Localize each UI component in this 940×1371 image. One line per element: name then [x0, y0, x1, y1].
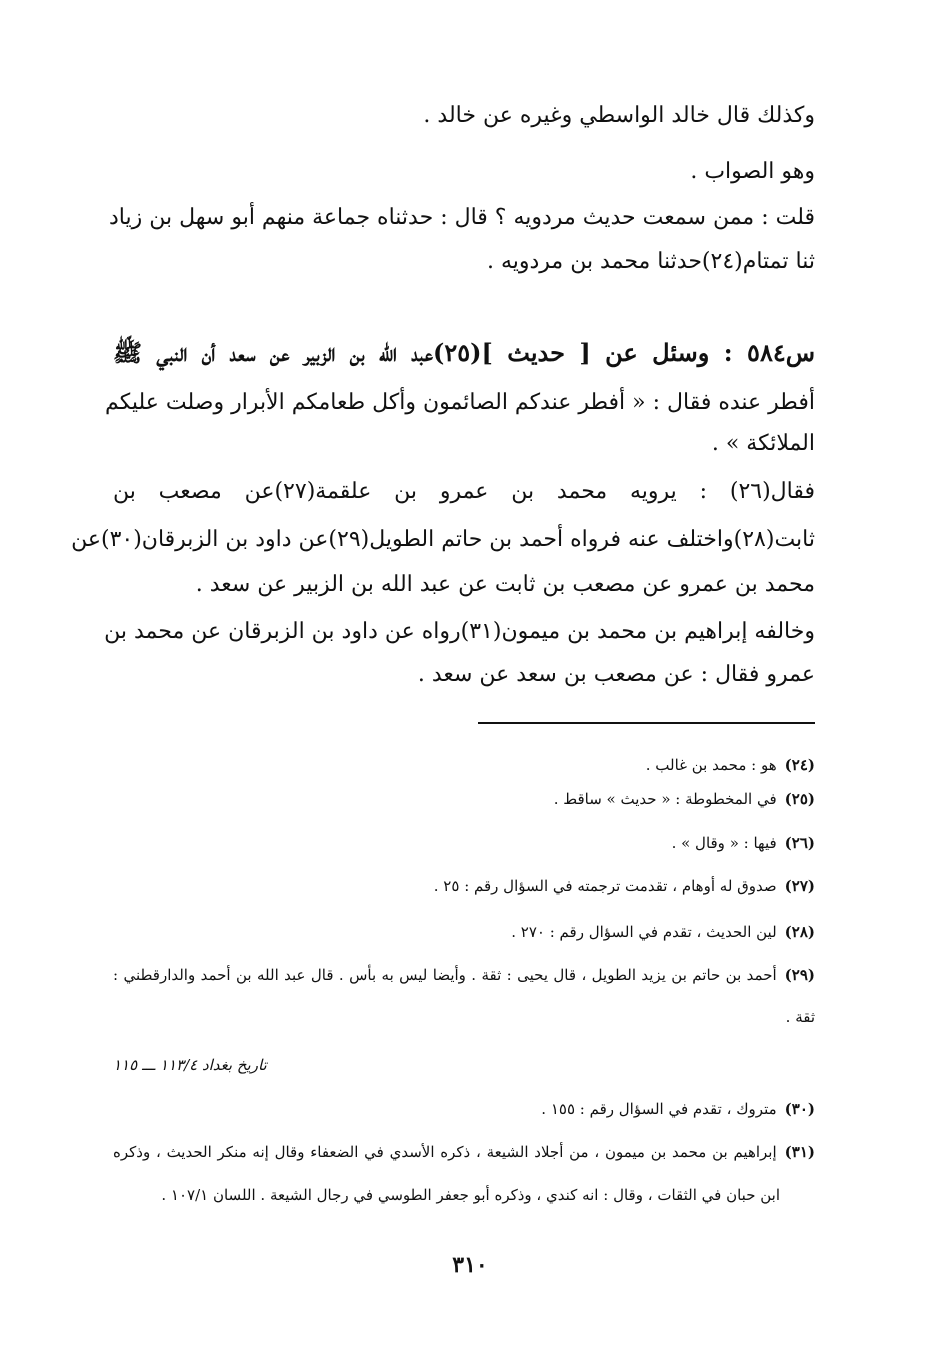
footnote [511, 920, 815, 944]
footnote-number: (٢٦) [784, 834, 815, 852]
footnote-text: أحمد بن حاتم بن يزيد الطويل ، قال يحيى : ثقة . وأيضا ليس به بأس . قال عبد الله بن أحمد والدارقطني : [113, 966, 777, 984]
footnote-text: صدوق له أوهام ، تقدمت ترجمته في السؤال رقم : ٢٥ . [433, 877, 777, 895]
footnote-text: لين الحديث ، تقدم في السؤال رقم : ٢٧٠ . [511, 923, 777, 941]
footnote-continuation: ابن حبان في الثقات ، وقال : انه كندي ، وذكره أبو جعفر الطوسي في رجال الشيعة . اللسان ١٠٧/١ . [161, 1186, 780, 1204]
footnote-text: إبراهيم بن محمد بن ميمون ، من أجلاد الشيعة ، ذكره الأسدي في الضعفاء وقال إنه منكر الحديث ، وذكره [113, 1143, 777, 1161]
body-line: وخالفه إبراهيم بن محمد بن ميمون(٣١)رواه عن داود بن الزبرقان عن محمد بن [104, 619, 815, 644]
body-line: ثابت(٢٨)واختلف عنه فرواه أحمد بن حاتم الطويل(٢٩)عن داود بن الزبرقان(٣٠)عن [71, 527, 815, 552]
footnote-number: (٢٤) [784, 756, 815, 774]
body-line: قلت : ممن سمعت حديث مردويه ؟ قال : حدثناه جماعة منهم أبو سهل بن زياد [109, 205, 815, 230]
body-line: عمرو فقال : عن مصعب بن سعد عن سعد . [417, 662, 815, 687]
body-line: وكذلك قال خالد الواسطي وغيره عن خالد . [423, 103, 815, 128]
footnote [113, 1140, 815, 1164]
body-line: ثنا تمتام(٢٤)حدثنا محمد بن مردويه . [486, 249, 815, 274]
footnote [672, 831, 815, 855]
page-number: ٣١٠ [452, 1252, 488, 1278]
question-text: وسئل عن [ حديث ](٢٥)عبد الله بن الزبير عن سعد أن النبي ﷺ [113, 338, 710, 367]
question-number: س٥٨٤ : [723, 338, 816, 367]
footnote-continuation: ثقة . [785, 1008, 815, 1026]
footnote [113, 963, 815, 987]
footnote [434, 874, 815, 898]
marginal-reference-note: تاريخ بغداد ١١٣/٤ ـــ ١١٥ [113, 1056, 267, 1074]
footnote-number: (٢٩) [784, 966, 815, 984]
question-heading [113, 338, 815, 368]
footnote-text: متروك ، تقدم في السؤال رقم : ١٥٥ . [541, 1100, 777, 1118]
footnote-text: فيها : « وقال » . [671, 834, 777, 852]
footnote-number: (٣٠) [784, 1100, 815, 1118]
footnote-number: (٢٧) [784, 877, 815, 895]
footnote-text: هو : محمد بن غالب . [645, 756, 777, 774]
footnote-number: (٢٥) [784, 790, 815, 808]
body-line: محمد بن عمرو عن مصعب بن ثابت عن عبد الله بن الزبير عن سعد . [195, 572, 815, 597]
footnote-divider [478, 722, 815, 724]
body-line: الملائكة » . [711, 431, 815, 456]
footnote [554, 787, 815, 811]
footnote [541, 1097, 815, 1121]
footnote [646, 753, 815, 777]
footnote-text: في المخطوطة : « حديث » ساقط . [553, 790, 777, 808]
body-line: فقال(٢٦) : يرويه محمد بن عمرو بن علقمة(٢٧)عن مصعب بن [113, 479, 815, 504]
body-line: وهو الصواب . [690, 159, 815, 184]
footnote-number: (٢٨) [784, 923, 815, 941]
footnote-number: (٣١) [784, 1143, 815, 1161]
body-line: أفطر عنده فقال : « أفطر عندكم الصائمون وأكل طعامكم الأبرار وصلت عليكم [105, 390, 815, 415]
